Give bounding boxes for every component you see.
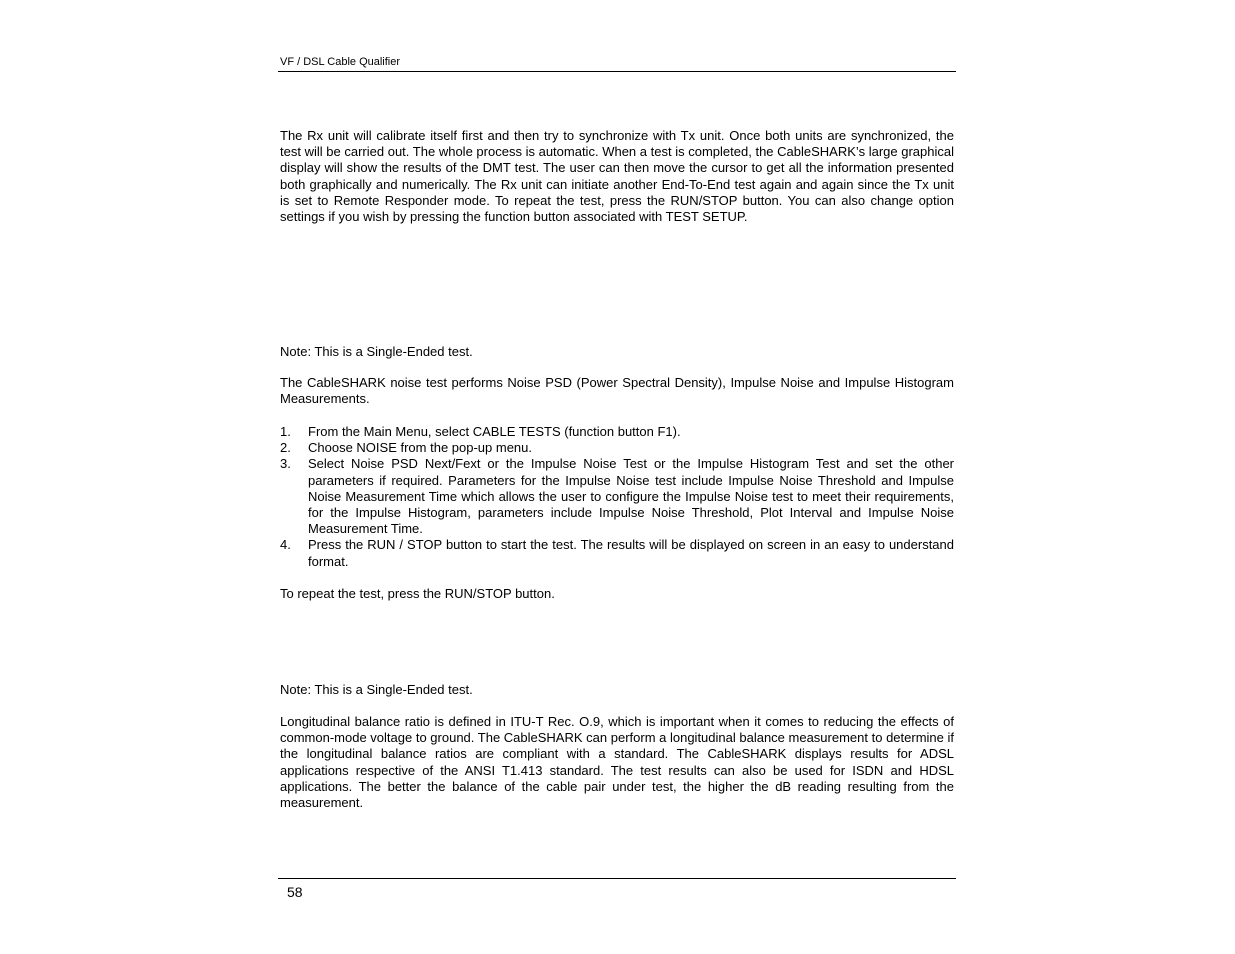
longitudinal-balance-paragraph: Longitudinal balance ratio is defined in ITU-T Rec. O.9, which is important when it comes to reducing the effects of common-mode voltage to ground. The CableSHARK can perform a longitudinal balance measurement to determine if the longitudinal balance ratios are compliant with a standard. The CableSHARK displays results for ADSL applications respective of the ANSI T1.413 standard. The test results can also be used for ISDN and HDSL applications. The better the balance of the cable pair under test, the higher the dB reading resulting from the measurement.	[280, 714, 954, 811]
footer-rule	[278, 878, 956, 879]
step-number: 2.	[280, 440, 291, 456]
step-text: From the Main Menu, select CABLE TESTS (function button F1).	[308, 424, 681, 439]
list-item	[280, 537, 954, 569]
header-rule	[278, 71, 956, 72]
list-item	[280, 456, 954, 537]
step-text: Press the RUN / STOP button to start the test. The results will be displayed on screen in an easy to understand format.	[308, 537, 954, 569]
running-header: VF / DSL Cable Qualifier	[280, 56, 401, 68]
repeat-test-paragraph: To repeat the test, press the RUN/STOP button.	[280, 586, 555, 601]
page-number: 58	[287, 884, 303, 900]
step-number: 4.	[280, 537, 291, 553]
step-text: Select Noise PSD Next/Fext or the Impulse Noise Test or the Impulse Histogram Test and set the other parameters if required. Parameters for the Impulse Noise test include Impulse Noise Threshold and Impulse Noise Measurement Time which allows the user to configure the Impulse Noise test to meet their requirements, for the Impulse Histogram, parameters include Impulse Noise Threshold, Plot Interval and Impulse Noise Measurement Time.	[308, 456, 954, 537]
noise-note: Note: This is a Single-Ended test.	[280, 344, 473, 359]
balance-note: Note: This is a Single-Ended test.	[280, 682, 473, 697]
step-number: 3.	[280, 456, 291, 472]
noise-intro-paragraph: The CableSHARK noise test performs Noise PSD (Power Spectral Density), Impulse Noise and Impulse Histogram Measurements.	[280, 375, 954, 407]
noise-steps-list	[280, 424, 954, 570]
list-item	[280, 440, 954, 456]
step-number: 1.	[280, 424, 291, 439]
dmt-result-paragraph: The Rx unit will calibrate itself first and then try to synchronize with Tx unit. Once both units are synchronized, the test will be carried out. The whole process is automatic. When a test is completed, the CableSHARK’s large graphical display will show the results of the DMT test. The user can then move the cursor to get all the information presented both graphically and numerically. The Rx unit can initiate another End-To-End test again and again since the Tx unit is set to Remote Responder mode. To repeat the test, press the RUN/STOP button. You can also change option settings if you wish by pressing the function button associated with TEST SETUP.	[280, 128, 954, 225]
step-text: Choose NOISE from the pop-up menu.	[308, 440, 533, 456]
list-item	[280, 424, 954, 440]
